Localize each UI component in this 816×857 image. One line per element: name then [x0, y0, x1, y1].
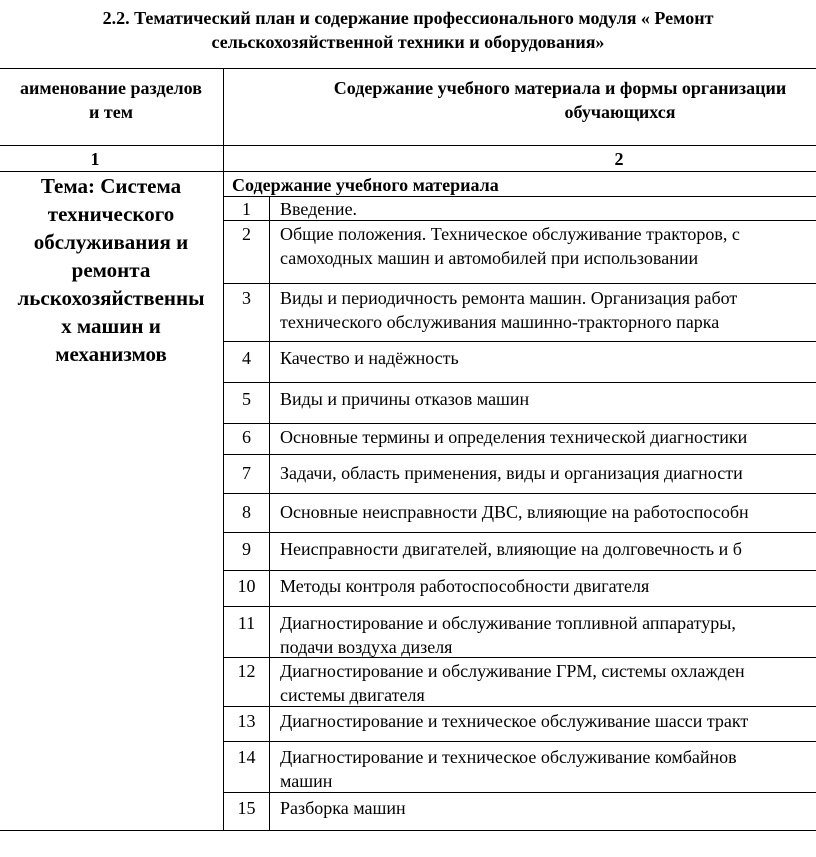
row-border	[223, 741, 816, 742]
row-number: 3	[242, 288, 251, 308]
topic-line: технического	[47, 202, 175, 226]
header-col1-line-2: и тем	[89, 102, 133, 122]
row-number: 12	[237, 661, 256, 681]
row-text	[280, 286, 816, 334]
row-text-line: Задачи, область применения, виды и организация диагности	[280, 463, 743, 483]
heading-line-2: сельскохозяйственной техники и оборудования»	[211, 32, 605, 52]
row-text-line: Виды и периодичность ремонта машин. Организация работ	[280, 288, 738, 308]
row-text-line: Диагностирование и техническое обслуживание шасси тракт	[280, 711, 749, 731]
row-text	[280, 346, 816, 370]
row-text	[280, 500, 816, 524]
content-label: Содержание учебного материала	[232, 175, 499, 195]
row-text-line: Диагностирование и обслуживание ГРМ, системы охлажден	[280, 661, 745, 681]
row-text-line: Диагностирование и обслуживание топливной аппаратуры,	[280, 613, 736, 633]
column-divider-number	[269, 196, 270, 831]
row-border	[223, 382, 816, 383]
row-border	[223, 570, 816, 571]
topic-line: ремонта	[71, 258, 151, 282]
row-text-line: Диагностирование и техническое обслуживание комбайнов	[280, 747, 737, 767]
column-number-1: 1	[90, 149, 100, 169]
header-col2-line-1: Содержание учебного материала и формы организации	[333, 78, 787, 98]
header-col2	[224, 76, 816, 124]
row-text-line: Виды и причины отказов машин	[280, 389, 530, 409]
row-border	[223, 606, 816, 607]
row-border	[223, 283, 816, 284]
row-text-line: Неисправности двигателей, влияющие на долговечность и б	[280, 539, 742, 559]
page-heading	[0, 6, 816, 54]
row-text-line: Введение.	[280, 199, 358, 219]
row-text	[280, 387, 816, 411]
row-text-line: Разборка машин	[280, 798, 406, 818]
row-text	[280, 611, 816, 659]
row-number: 13	[237, 711, 256, 731]
row-text	[280, 709, 816, 733]
row-text-line: подачи воздуха дизеля	[280, 637, 453, 657]
row-number: 1	[242, 199, 251, 219]
header-col1-line-1: аименование разделов	[20, 78, 202, 98]
row-number: 7	[242, 463, 251, 483]
row-number: 4	[242, 348, 251, 368]
row-border	[223, 423, 816, 424]
header-col1	[0, 76, 222, 124]
row-text-line: Методы контроля работоспособности двигателя	[280, 576, 650, 596]
header-col2-line-2: обучающихся	[564, 102, 676, 122]
row-text-line: технического обслуживания машинно-тракторного парка	[280, 312, 720, 332]
row-text	[280, 461, 816, 485]
row-border	[223, 454, 816, 455]
row-text	[280, 574, 816, 598]
row-number: 9	[242, 539, 251, 559]
row-text	[280, 222, 816, 270]
row-text	[280, 659, 816, 707]
row-border	[223, 341, 816, 342]
topic-line: обслуживания и	[33, 230, 189, 254]
row-number: 10	[237, 576, 256, 596]
row-text-line: Основные неисправности ДВС, влияющие на работоспособн	[280, 502, 749, 522]
row-text-line: Общие положения. Техническое обслуживание тракторов, с	[280, 224, 740, 244]
topic-line: х машин и	[61, 314, 161, 338]
row-text-line: машин	[280, 771, 333, 791]
topic-line: механизмов	[55, 342, 167, 366]
row-number: 2	[242, 224, 251, 244]
row-text-line: Основные термины и определения технической диагностики	[280, 427, 748, 447]
column-number-2: 2	[614, 149, 624, 169]
topic-cell	[0, 172, 222, 368]
row-text	[280, 197, 816, 221]
row-text	[280, 796, 816, 820]
row-text	[280, 537, 816, 561]
row-text	[280, 745, 816, 793]
row-text	[280, 425, 816, 449]
row-number: 6	[242, 427, 251, 447]
table-border-bottom	[0, 830, 816, 831]
row-border	[223, 532, 816, 533]
table-border-top	[0, 68, 816, 69]
topic-line: Тема: Система	[40, 174, 182, 198]
row-text-line: самоходных машин и автомобилей при использовании	[280, 248, 699, 268]
row-number: 11	[237, 613, 256, 633]
topic-line: льскохозяйственны	[17, 286, 205, 310]
row-number: 8	[242, 502, 251, 522]
row-text-line: системы двигателя	[280, 685, 425, 705]
row-number: 15	[237, 798, 256, 818]
row-number: 5	[242, 389, 251, 409]
table-border-header-bottom	[0, 145, 816, 146]
row-text-line: Качество и надёжность	[280, 348, 459, 368]
heading-line-1: 2.2. Тематический план и содержание профессионального модуля « Ремонт	[102, 8, 714, 28]
row-number: 14	[237, 747, 256, 767]
row-border	[223, 493, 816, 494]
